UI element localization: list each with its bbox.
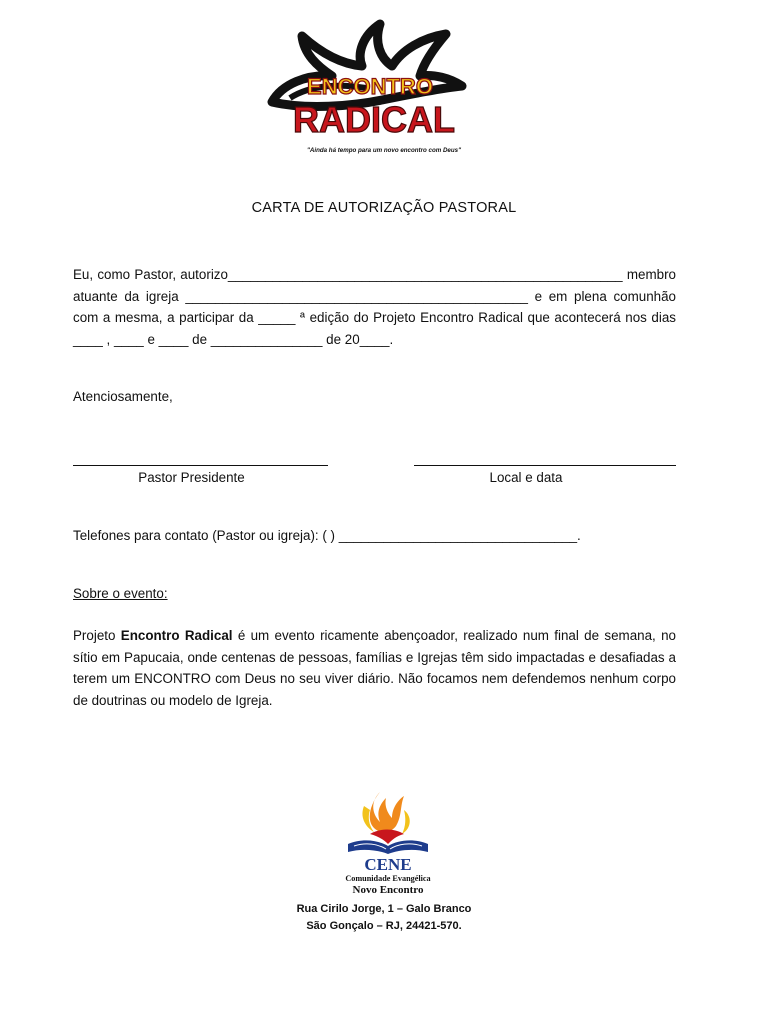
cene-line2: Novo Encontro [352, 884, 424, 896]
document-title: CARTA DE AUTORIZAÇÃO PASTORAL [251, 200, 517, 216]
about-paragraph [73, 625, 676, 711]
address-line-1: Rua Cirilo Jorge, 1 – Galo Branco [296, 903, 472, 915]
event-name: Encontro Radical [120, 628, 233, 643]
phone-contact-line: Telefones para contato (Pastor ou igreja): ( ) ________________________________. [73, 528, 581, 543]
encontro-radical-logo [262, 14, 472, 164]
about-body: é um evento ricamente abençoador, realizado num final de semana, no sítio em Papucaia, onde centenas de pessoas, famílias e Igrejas têm sido impactadas e desafiadas a terem um ENCONTRO com Deus no seu viver diário. Não focamos nem defendemos nenhum corpo de doutrinas ou modelo de Igreja. [73, 628, 676, 708]
pastor-signature-label: Pastor Presidente [138, 470, 245, 485]
about-heading: Sobre o evento: [73, 586, 168, 601]
place-date-label: Local e data [489, 470, 563, 485]
closing-text: Atenciosamente, [73, 389, 173, 404]
place-date-line [414, 465, 676, 466]
logo-tagline: "Ainda há tempo para um novo encontro com Deus" [306, 147, 462, 154]
logo-line1: ENCONTRO [307, 74, 433, 99]
logo-line2: RADICAL [293, 99, 455, 140]
cene-logo [340, 788, 436, 898]
cene-acronym: CENE [364, 855, 412, 874]
about-intro: Projeto [73, 628, 121, 643]
pastor-signature-line [73, 465, 328, 466]
authorization-paragraph: Eu, como Pastor, autorizo_____________________________________________________ membro atuante da igreja ______________________________________________ e em plena comunhão com a mesma, a participar da _____ ª edição do Projeto Encontro Radical que acontecerá nos dias ____ , ____ e ____ de _______________ de 20____. [73, 267, 676, 347]
address-line-2: São Gonçalo – RJ, 24421-570. [306, 920, 462, 932]
cene-line1: Comunidade Evangélica [345, 874, 431, 883]
